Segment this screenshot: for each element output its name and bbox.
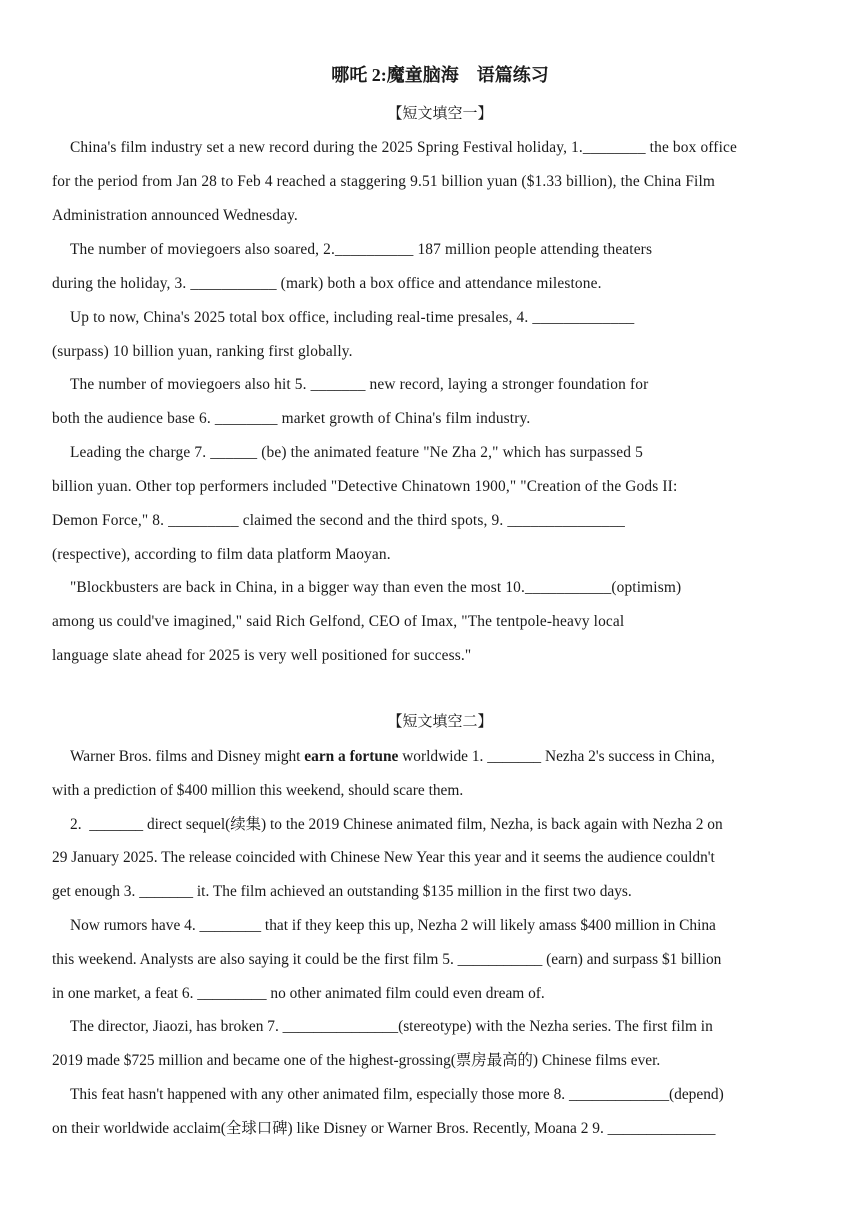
paragraph-line: this weekend. Analysts are also saying it could be the first film 5. ___________ (earn) and surpass $1 billion	[52, 951, 722, 968]
paragraph-line: The director, Jiaozi, has broken 7. _______________(stereotype) with the Nezha series. The first film in	[70, 1018, 713, 1035]
paragraph-line: Up to now, China's 2025 total box office, including real-time presales, 4. _____________	[70, 309, 635, 326]
paragraph-line: 2. _______ direct sequel(续集) to the 2019 Chinese animated film, Nezha, is back again with Nezha 2 on	[70, 816, 723, 833]
section-2-heading: 【短文填空二】	[387, 714, 493, 730]
paragraph-line: Administration announced Wednesday.	[52, 207, 298, 224]
paragraph-line: 2019 made $725 million and became one of the highest-grossing(票房最高的) Chinese films ever.	[52, 1052, 661, 1069]
paragraph-line: This feat hasn't happened with any other animated film, especially those more 8. _____________(depend)	[70, 1086, 724, 1103]
document-title: 哪吒 2:魔童脑海 语篇练习	[331, 65, 549, 85]
line-text: Warner Bros. films and Disney might	[70, 748, 305, 765]
paragraph-line	[70, 746, 715, 768]
paragraph-line: in one market, a feat 6. _________ no other animated film could even dream of.	[52, 985, 545, 1002]
paragraph-line: The number of moviegoers also soared, 2.__________ 187 million people attending theaters	[70, 241, 653, 258]
paragraph-line: get enough 3. _______ it. The film achieved an outstanding $135 million in the first two days.	[52, 883, 632, 900]
paragraph-line: Leading the charge 7. ______ (be) the animated feature "Ne Zha 2," which has surpassed 5	[70, 444, 643, 461]
paragraph-line: for the period from Jan 28 to Feb 4 reached a staggering 9.51 billion yuan ($1.33 billion), the China Film	[52, 173, 716, 190]
paragraph-line: billion yuan. Other top performers included "Detective Chinatown 1900," "Creation of the Gods II:	[52, 478, 678, 495]
paragraph-line: with a prediction of $400 million this weekend, should scare them.	[52, 782, 464, 799]
section-1-heading: 【短文填空一】	[387, 106, 493, 122]
line-text: worldwide 1. _______ Nezha 2's success in China,	[398, 748, 715, 765]
paragraph-line: 29 January 2025. The release coincided with Chinese New Year this year and it seems the audience couldn't	[52, 849, 715, 866]
paragraph-line: Demon Force," 8. _________ claimed the second and the third spots, 9. _______________	[52, 512, 626, 529]
paragraph-line: both the audience base 6. ________ market growth of China's film industry.	[52, 410, 531, 427]
bold-phrase: earn a fortune	[304, 748, 399, 765]
paragraph-line: China's film industry set a new record during the 2025 Spring Festival holiday, 1.________ the box office	[70, 139, 737, 156]
paragraph-line: among us could've imagined," said Rich Gelfond, CEO of Imax, "The tentpole-heavy local	[52, 613, 625, 630]
paragraph-line: on their worldwide acclaim(全球口碑) like Disney or Warner Bros. Recently, Moana 2 9. ______________	[52, 1120, 716, 1137]
paragraph-line: Now rumors have 4. ________ that if they keep this up, Nezha 2 will likely amass $400 million in China	[70, 917, 716, 934]
paragraph-line: (surpass) 10 billion yuan, ranking first globally.	[52, 343, 353, 360]
paragraph-line: language slate ahead for 2025 is very well positioned for success."	[52, 647, 472, 664]
paragraph-line: The number of moviegoers also hit 5. _______ new record, laying a stronger foundation for	[70, 376, 649, 393]
paragraph-line: during the holiday, 3. ___________ (mark) both a box office and attendance milestone.	[52, 275, 602, 292]
paragraph-line: (respective), according to film data platform Maoyan.	[52, 546, 391, 563]
paragraph-line: "Blockbusters are back in China, in a bigger way than even the most 10.___________(optimism)	[70, 579, 682, 596]
